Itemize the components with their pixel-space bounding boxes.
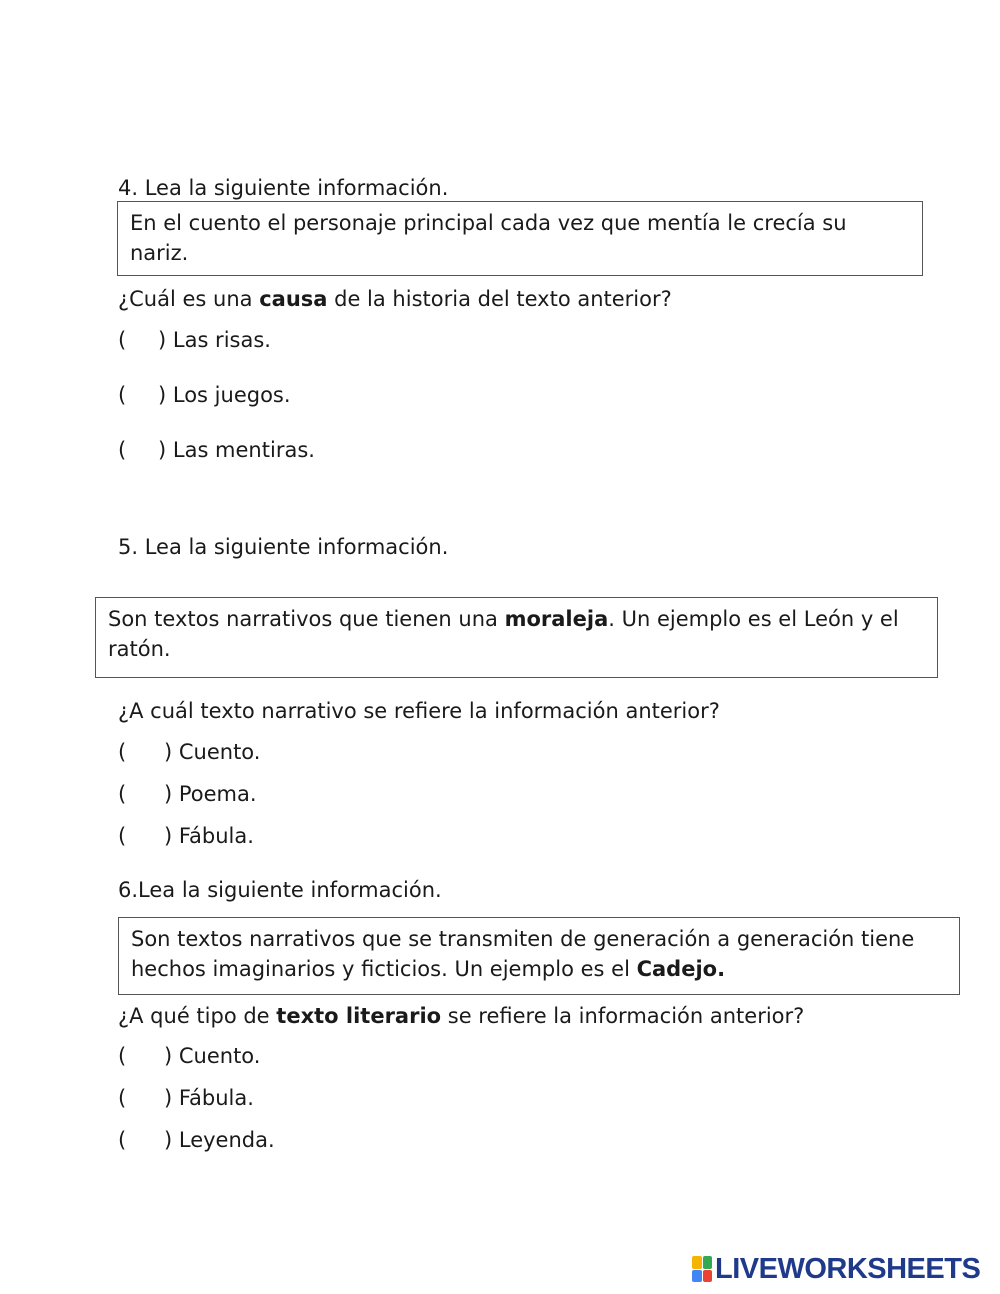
- open-paren: (: [118, 383, 127, 407]
- q6-option-2-text: Fábula.: [178, 1086, 254, 1110]
- q4-info-text: En el cuento el personaje principal cada vez que mentía le crecía su nariz.: [130, 211, 847, 265]
- open-paren: (: [118, 740, 127, 764]
- q4-option-3: [118, 435, 315, 465]
- q6-option-2-answer-input[interactable]: [132, 1085, 162, 1111]
- q5-option-3-text: Fábula.: [178, 824, 254, 848]
- q4-option-3-text: Las mentiras.: [172, 438, 315, 462]
- q5-option-1-label: ) Cuento.: [164, 740, 261, 764]
- liveworksheets-logo: [692, 1252, 980, 1286]
- q6-option-3-label: ) Leyenda.: [164, 1128, 275, 1152]
- q5-option-3-answer-input[interactable]: [132, 823, 162, 849]
- q4-option-2-label: ) Los juegos.: [158, 383, 291, 407]
- q6-option-1-text: Cuento.: [178, 1044, 261, 1068]
- q4-info-box: [117, 201, 923, 276]
- open-paren: (: [118, 1044, 127, 1068]
- q5-option-1-answer-input[interactable]: [132, 739, 162, 765]
- open-paren: (: [118, 782, 127, 806]
- liveworksheets-logo-icon: [692, 1256, 712, 1282]
- q5-info-post: . Un ejemplo es el León y el ratón.: [108, 607, 899, 661]
- q6-option-1-label: ) Cuento.: [164, 1044, 261, 1068]
- q4-option-3-answer-input[interactable]: [132, 437, 156, 463]
- q5-option-3: [118, 821, 254, 851]
- q6-info-bold: Cadejo.: [636, 957, 726, 981]
- q6-option-1: [118, 1041, 261, 1071]
- open-paren: (: [118, 438, 127, 462]
- q6-question-bold: texto literario: [276, 1004, 442, 1028]
- q5-info-box: [95, 597, 938, 678]
- q6-question-post: se refiere la información anterior?: [441, 1004, 805, 1028]
- open-paren: (: [118, 328, 127, 352]
- q5-option-3-label: ) Fábula.: [164, 824, 254, 848]
- q5-option-1-text: Cuento.: [178, 740, 261, 764]
- q5-option-1: [118, 737, 261, 767]
- q5-heading: 5. Lea la siguiente información.: [118, 535, 449, 559]
- q6-option-3-answer-input[interactable]: [132, 1127, 162, 1153]
- q6-question: [118, 1001, 804, 1031]
- q5-info-pre: Son textos narrativos que tienen una: [108, 607, 505, 631]
- q6-option-3: [118, 1125, 275, 1155]
- q4-option-2-answer-input[interactable]: [132, 382, 156, 408]
- q4-option-1-answer-input[interactable]: [132, 327, 156, 353]
- q6-option-2-label: ) Fábula.: [164, 1086, 254, 1110]
- q4-question-pre: ¿Cuál es una: [118, 287, 260, 311]
- q4-question: [118, 284, 672, 314]
- open-paren: (: [118, 1086, 127, 1110]
- q5-option-2: [118, 779, 257, 809]
- q6-option-2: [118, 1083, 254, 1113]
- q6-info-pre: Son textos narrativos que se transmiten de generación a generación tiene hechos imaginarios y ficticios. Un ejemplo es el: [131, 927, 915, 981]
- q5-option-2-text: Poema.: [178, 782, 257, 806]
- q6-option-3-text: Leyenda.: [178, 1128, 275, 1152]
- open-paren: (: [118, 824, 127, 848]
- q4-heading: 4. Lea la siguiente información.: [118, 176, 449, 200]
- liveworksheets-logo-text: LIVEWORKSHEETS: [715, 1253, 981, 1285]
- open-paren: (: [118, 1128, 127, 1152]
- q4-option-1-text: Las risas.: [172, 328, 271, 352]
- q6-info-box: [118, 917, 960, 995]
- q4-option-2: [118, 380, 291, 410]
- q6-option-1-answer-input[interactable]: [132, 1043, 162, 1069]
- q4-option-1: [118, 325, 271, 355]
- q4-option-1-label: ) Las risas.: [158, 328, 271, 352]
- q6-question-pre: ¿A qué tipo de: [118, 1004, 277, 1028]
- q5-option-2-answer-input[interactable]: [132, 781, 162, 807]
- q4-question-post: de la historia del texto anterior?: [327, 287, 672, 311]
- q5-question: ¿A cuál texto narrativo se refiere la información anterior?: [118, 699, 720, 723]
- q4-option-2-text: Los juegos.: [172, 383, 291, 407]
- q4-question-bold: causa: [259, 287, 328, 311]
- q6-heading: 6.Lea la siguiente información.: [118, 878, 442, 902]
- q5-option-2-label: ) Poema.: [164, 782, 257, 806]
- q5-info-bold: moraleja: [504, 607, 609, 631]
- q4-option-3-label: ) Las mentiras.: [158, 438, 315, 462]
